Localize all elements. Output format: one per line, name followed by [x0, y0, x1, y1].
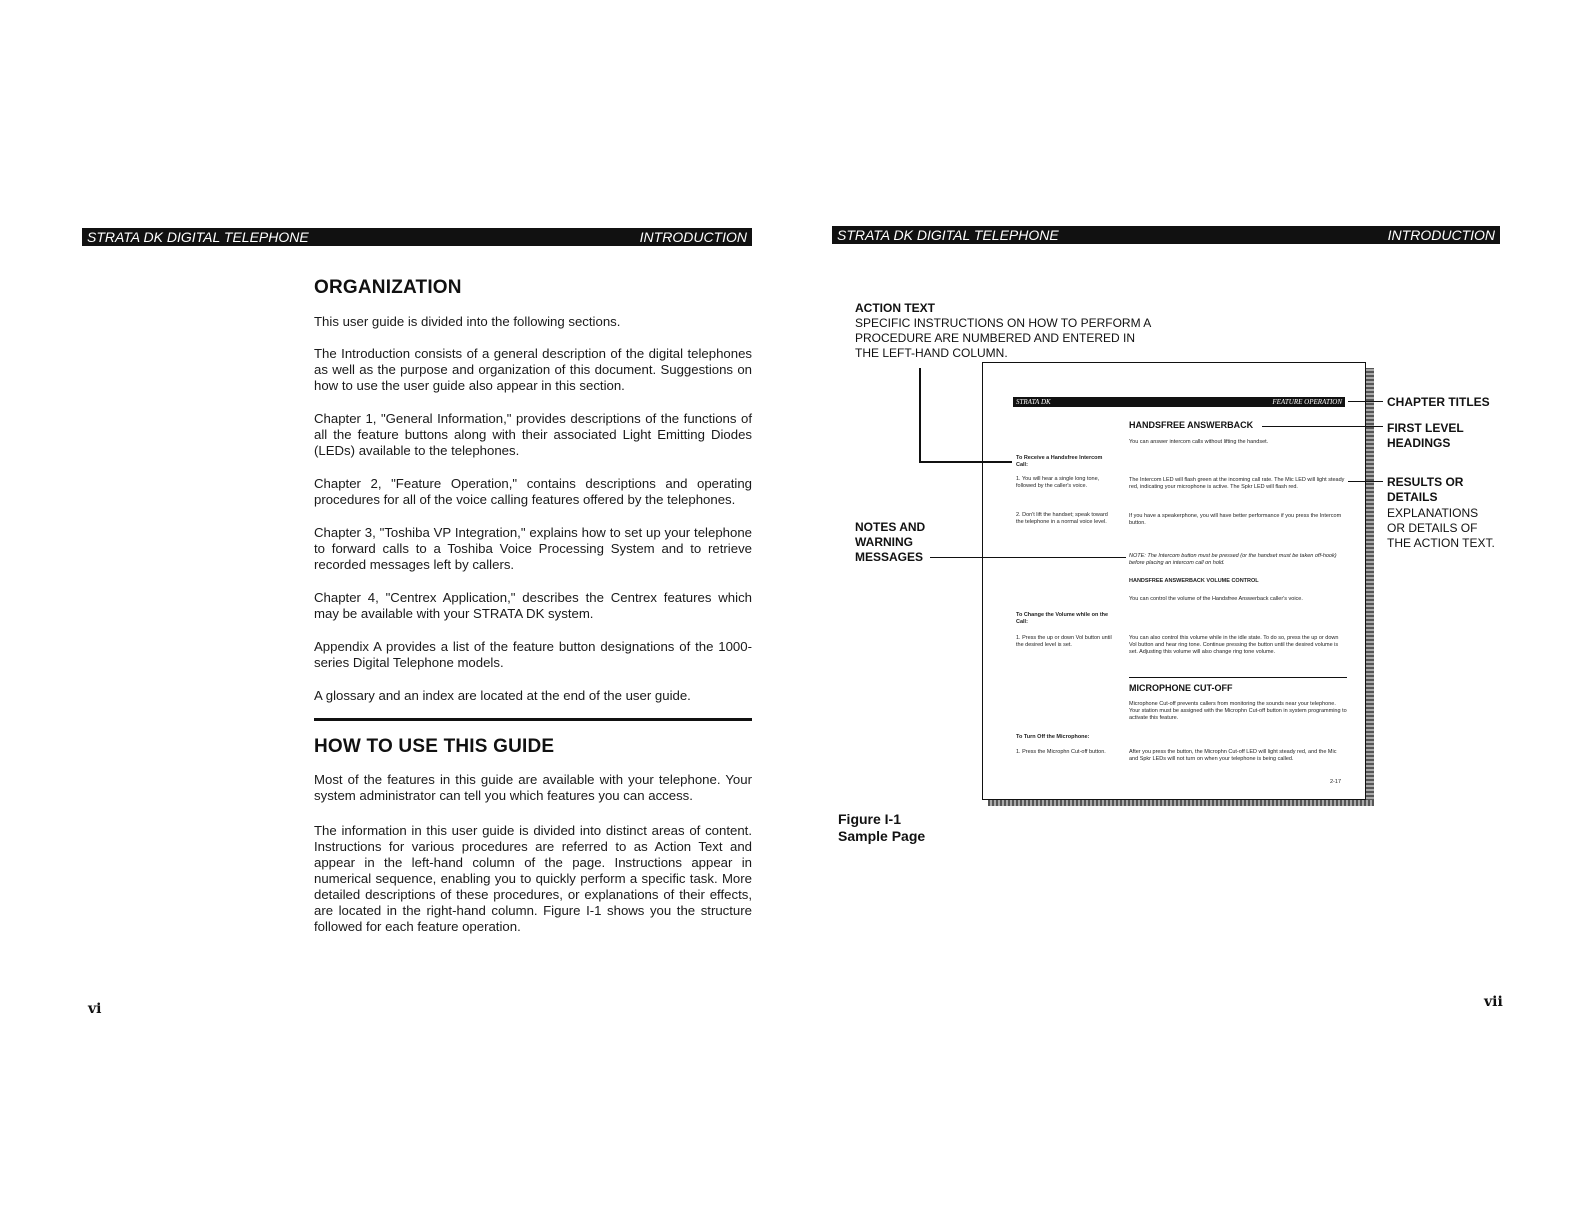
first-level-label-line-2: HEADINGS [1387, 436, 1451, 450]
sample-page-number: 2-17 [1330, 779, 1342, 785]
sample-step-2: 1. Press the up or down Vol button until the desired level is set. [1016, 635, 1112, 648]
sample-note: NOTE: The Intercom button must be pressed (or the handset must be taken off-hook) before placing an intercom call on hold. [1129, 553, 1337, 566]
sample-step-1a: 1. You will hear a single long tone, followed by the caller's voice. [1016, 476, 1100, 489]
sample-page-shadow-right [1366, 368, 1374, 805]
org-paragraph-6: Chapter 4, "Centrex Application," describes the Centrex features which may be available with your STRATA DK system. [314, 590, 752, 621]
results-desc-line-3: THE ACTION TEXT. [1387, 536, 1495, 550]
sample-step-1b: 2. Don't lift the handset; speak toward the telephone in a normal voice level. [1016, 512, 1108, 525]
sample-action-3-title: To Turn Off the Microphone: [1016, 734, 1090, 740]
figure-title: Sample Page [838, 828, 926, 844]
org-paragraph-8: A glossary and an index are located at the end of the user guide. [314, 688, 691, 703]
results-desc-line-2: OR DETAILS OF [1387, 521, 1478, 535]
figure-number: Figure I-1 [838, 811, 902, 827]
callout-action-horizontal [919, 461, 1012, 463]
notes-label-line-2: WARNING [855, 535, 913, 549]
sample-heading-1-desc: You can answer intercom calls without lifting the handset. [1129, 439, 1269, 445]
first-level-label-line-1: FIRST LEVEL [1387, 421, 1464, 435]
action-text-line-3: THE LEFT-HAND COLUMN. [855, 346, 1008, 360]
left-header-bar [82, 228, 752, 246]
sample-header-left: STRATA DK [1016, 398, 1051, 406]
right-header-bar [832, 226, 1500, 244]
org-paragraph-5: Chapter 3, "Toshiba VP Integration," explains how to set up your telephone to forward calls to a Toshiba Voice Processing System and to retrieve recorded messages left by callers. [314, 525, 752, 572]
sample-step-3: 1. Press the Microphn Cut-off button. [1016, 749, 1106, 755]
action-text-line-1: SPECIFIC INSTRUCTIONS ON HOW TO PERFORM A [855, 316, 1152, 330]
org-paragraph-4: Chapter 2, "Feature Operation," contains descriptions and operating procedures for all of the voice calling features offered by the telephones. [314, 476, 752, 507]
sample-result-1a: The Intercom LED will flash green at the incoming call rate. The Mic LED will light steady red, indicating your microphone is active. The Spkr LED will flash red. [1129, 477, 1345, 490]
organization-heading: ORGANIZATION [314, 277, 462, 298]
callout-results [1348, 481, 1383, 482]
sample-action-1-title: To Receive a Handsfree Intercom Call: [1016, 455, 1103, 468]
notes-label-line-3: MESSAGES [855, 550, 924, 564]
chapter-titles-label: CHAPTER TITLES [1387, 395, 1490, 409]
section-divider [314, 718, 752, 721]
right-header-title: STRATA DK DIGITAL TELEPHONE [837, 227, 1059, 243]
org-paragraph-3: Chapter 1, "General Information," provides descriptions of the functions of all the feature buttons along with their associated Light Emitting Diodes (LEDs) available to the telephones. [314, 411, 752, 458]
sample-action-2-title: To Change the Volume while on the Call: [1016, 612, 1109, 625]
how-paragraph-1: Most of the features in this guide are available with your telephone. Your system administrator can tell you which features you can access. [314, 772, 752, 803]
org-paragraph-2: The Introduction consists of a general description of the digital telephones as well as the purpose and organization of this document. Suggestions on how to use the user guide also appear in this section. [314, 346, 752, 393]
results-label-line-1: RESULTS OR [1387, 475, 1464, 489]
action-text-line-2: PROCEDURE ARE NUMBERED AND ENTERED IN [855, 331, 1136, 345]
sample-header-right: FEATURE OPERATION [1272, 398, 1342, 406]
sample-result-2: You can also control this volume while in the idle state. To do so, press the up or down Vol button and hear ring tone. Continue pressing the button until the desired volume is set. Adjusting this volume will also change ring tone volume. [1129, 635, 1339, 655]
sample-result-1b: If you have a speakerphone, you will have better performance if you press the Intercom button. [1129, 513, 1342, 526]
org-paragraph-7: Appendix A provides a list of the feature button designations of the 1000-series Digital Telephone models. [314, 639, 752, 670]
results-desc-line-1: EXPLANATIONS [1387, 506, 1479, 520]
left-header-section: INTRODUCTION [639, 229, 747, 245]
sample-result-3: After you press the button, the Microphn Cut-off LED will light steady red, and the Mic and Spkr LEDs will not turn on when your telephone is being called. [1129, 749, 1337, 762]
sample-heading-1: HANDSFREE ANSWERBACK [1129, 420, 1254, 430]
results-label-line-2: DETAILS [1387, 490, 1438, 504]
action-text-title: ACTION TEXT [855, 301, 935, 315]
left-page-number: vi [88, 1001, 102, 1017]
sample-header-bar [1013, 397, 1345, 407]
sample-page-shadow-bottom [988, 800, 1374, 806]
right-header-section: INTRODUCTION [1387, 227, 1495, 243]
how-to-use-heading: HOW TO USE THIS GUIDE [314, 736, 555, 757]
notes-label-line-1: NOTES AND [855, 520, 926, 534]
callout-action-vertical [919, 368, 921, 462]
callout-chapter-titles [1348, 401, 1383, 402]
sample-heading-2: HANDSFREE ANSWERBACK VOLUME CONTROL [1129, 578, 1259, 584]
sample-heading-3-desc: Microphone Cut-off prevents callers from monitoring the sounds near your telephone. Your station must be assigned with the Microphn Cut-off button in system programming to activate this feature. [1129, 701, 1347, 721]
right-page-number: vii [1484, 994, 1503, 1010]
sample-heading-2-desc: You can control the volume of the Handsfree Answerback caller's voice. [1129, 596, 1303, 602]
org-paragraph-1: This user guide is divided into the following sections. [314, 314, 621, 329]
callout-first-level [1262, 426, 1383, 427]
sample-divider [1129, 677, 1347, 678]
sample-heading-3: MICROPHONE CUT-OFF [1129, 683, 1233, 693]
callout-notes [930, 557, 1126, 558]
left-header-title: STRATA DK DIGITAL TELEPHONE [87, 229, 309, 245]
how-paragraph-2: The information in this user guide is divided into distinct areas of content. Instructions for various procedures are referred to as Action Text and appear in the left-hand column of the page. Instructions appear in numerical sequence, enabling you to quickly perform a specific task. More detailed descriptions of these procedures, or explanations of their effects, are located in the right-hand column. Figure I-1 shows you the structure followed for each feature operation. [314, 823, 752, 934]
